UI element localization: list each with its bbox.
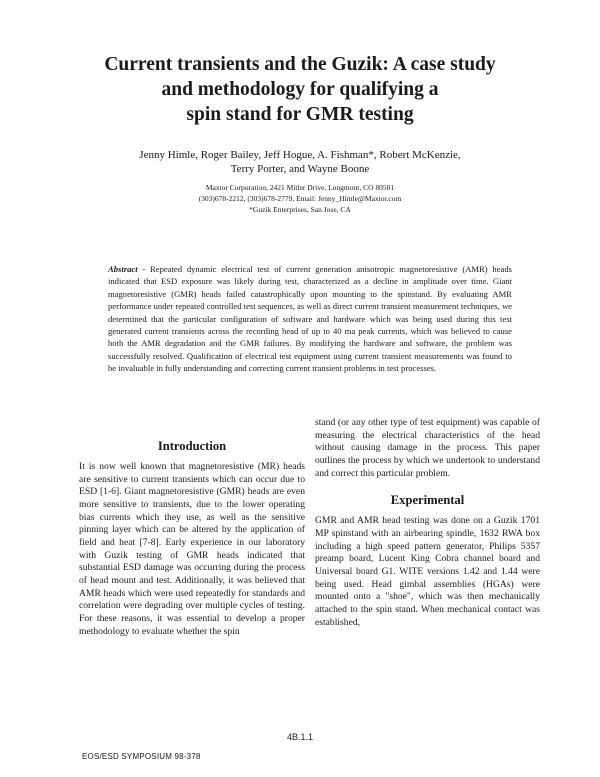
authors-line-1: Jenny Himle, Roger Bailey, Jeff Hogue, A. Fishman*, Robert McKenzie,	[139, 149, 461, 161]
abstract	[108, 263, 512, 375]
authors-line-2: Terry Porter, and Wayne Boone	[230, 163, 370, 175]
affiliation-line-3: *Guzik Enterprises, San Jose, CA	[249, 205, 351, 214]
author-list	[60, 148, 540, 176]
title-line-3: spin stand for GMR testing	[186, 104, 414, 125]
experimental-paragraph: GMR and AMR head testing was done on a Guzik 1701 MP spinstand with an airbearing spindle, 1632 RWA box including a high speed pattern generator, Philips 5357 preamp board, Lucent King Cobra channel board and Universal board G1. WITE versions 1.42 and 1.44 were being used. Head gimbal assemblies (HGAs) were mounted onto a "shoe", which was then mechanically attached to the spin stand. When mechanical contact was established,	[315, 515, 540, 628]
introduction-heading: Introduction	[157, 439, 227, 453]
abstract-text: - Repeated dynamic electrical test of current generation anisotropic magnetoresistive (AMR) heads indicated that ESD exposure was likely during test, characterized as a decline in amplitude over time. Giant magnetoresistive (GMR) heads failed catastrophically upon mounting to the spinstand. By evaluating AMR performance under repeated controlled test sequences, as well as direct current transient measurement techniques, we determined that the particular configuration of software and hardware which was being used during this test generated current transients across the recording head of up to 40 ma peak currents, which was believed to cause both the AMR degradation and the GMR failures. By modifying the hardware and software, the problem was successfully resolved. Qualification of electrical test equipment using current transient measurements was found to be invaluable in fully understanding and correcting current transient problems in test processes.	[108, 264, 512, 374]
affiliation-block	[120, 182, 480, 215]
abstract-label: Abstract	[108, 264, 138, 274]
page-number: 4B.1.1	[286, 732, 314, 742]
title-line-1: Current transients and the Guzik: A case study	[104, 54, 496, 75]
affiliation-line-2: (303)678-2212, (303)678-2779, Email: Jenny_Himle@Maxtor.com	[198, 194, 402, 203]
experimental-heading: Experimental	[390, 493, 465, 508]
introduction-paragraph: It is now well known that magnetoresistive (MR) heads are sensitive to current transients which can occur due to ESD [1-6]. Giant magnetoresistive (GMR) heads are even more sensitive to transients, due to the lower operating bias currents which they use, as well as the sensitive pinning layer which can be altered by the application of field and heat [7-8]. Early experience in our laboratory with Guzik testing of GMR heads indicated that substantial ESD damage was occurring during the process of head mount and test. Additionally, it was believed that AMR heads which were used repeatedly for standards and correlation were degrading over multiple cycles of testing. For these reasons, it was essential to develop a proper methodology to evaluate whether the spin	[79, 461, 305, 637]
introduction-continuation: stand (or any other type of test equipment) was capable of measuring the electrical characteristics of the head without causing damage in the process. This paper outlines the process by which we undertook to understand and correct this particular problem.	[315, 417, 540, 479]
left-column	[79, 438, 305, 638]
right-column	[315, 417, 540, 629]
affiliation-line-1: Maxtor Corporation, 2421 Mitler Drive, Longmont, CO 80501	[205, 183, 395, 192]
symposium-footer: EOS/ESD SYMPOSIUM 98-378	[82, 752, 201, 761]
paper-title	[60, 52, 540, 127]
title-line-2: and methodology for qualifying a	[161, 79, 439, 100]
